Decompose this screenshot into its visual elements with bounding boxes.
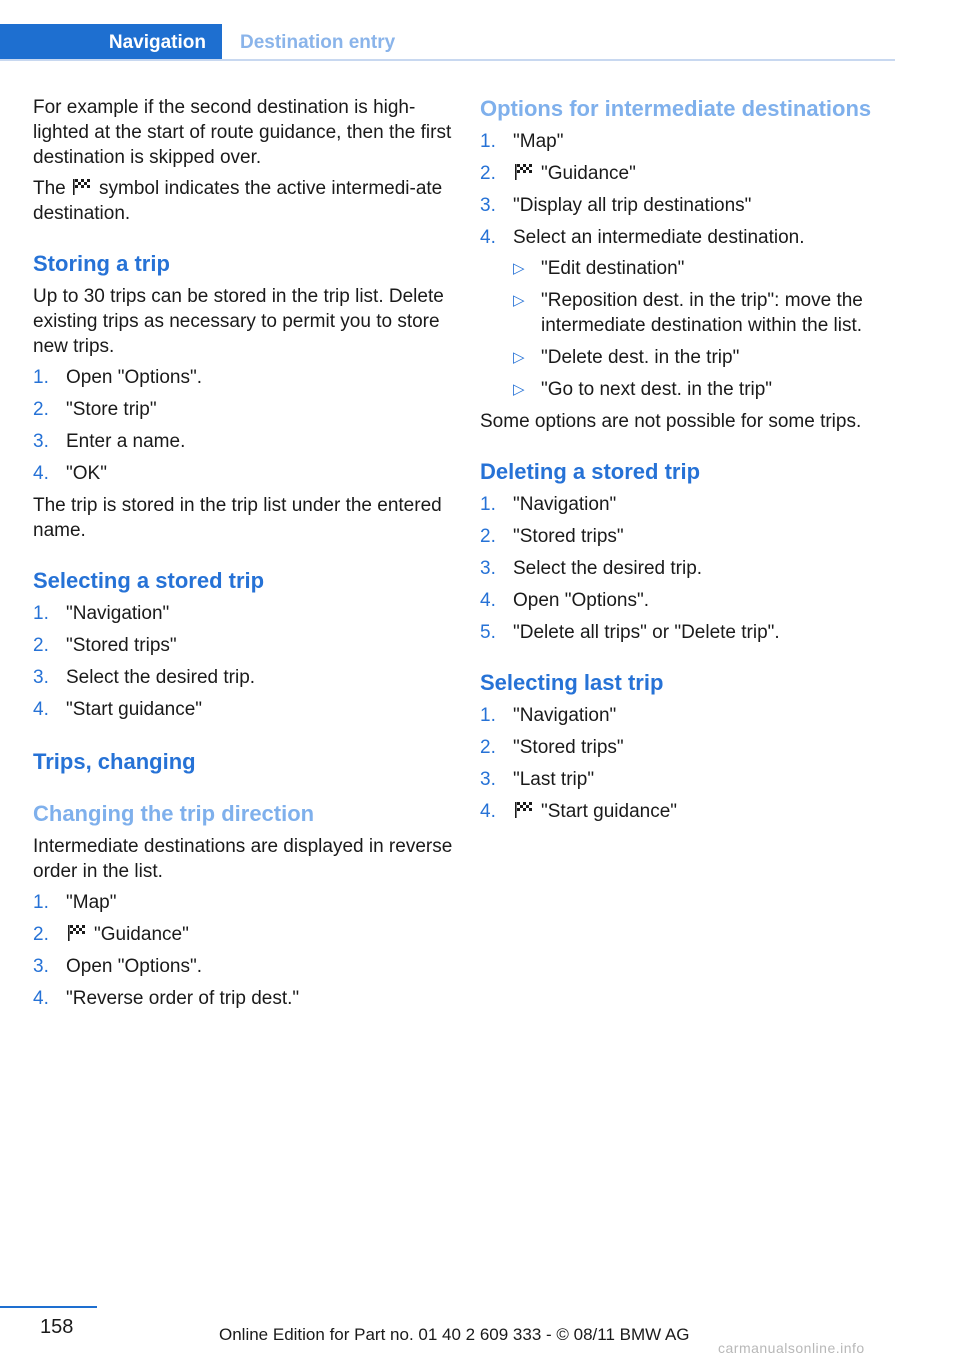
list-item: [480, 556, 895, 581]
list-item: [480, 703, 895, 728]
step-number: 2.: [33, 635, 49, 656]
symbol-paragraph: [33, 176, 453, 226]
section-tab: Navigation: [0, 24, 222, 61]
deleting-trip-steps: [480, 492, 895, 645]
step-number: 1.: [33, 892, 49, 913]
right-column: [480, 95, 895, 831]
list-item: [33, 986, 453, 1011]
step-text: "Reverse order of trip dest.": [66, 988, 300, 1009]
list-item: [480, 799, 895, 824]
sub-list-item: [513, 377, 895, 402]
selecting-trip-steps: [33, 601, 453, 722]
page-number: 158: [40, 1316, 74, 1338]
list-item: [33, 665, 453, 690]
last-trip-heading: Selecting last trip: [480, 670, 664, 695]
step-text: "Store trip": [66, 399, 157, 420]
step-text: "Navigation": [513, 494, 617, 515]
list-item: [33, 397, 453, 422]
edition-text: Online Edition for Part no. 01 40 2 609 333 - © 08/11 BMW AG: [219, 1325, 690, 1344]
step-number: 3.: [33, 667, 49, 688]
step-text: "Delete all trips" or "Delete trip".: [513, 622, 780, 643]
list-item: [480, 225, 895, 402]
step-text: "Map": [513, 131, 564, 152]
step-text: Select the desired trip.: [66, 667, 256, 688]
trip-direction-heading: Changing the trip direction: [33, 801, 315, 826]
step-text: "Guidance": [94, 924, 189, 945]
storing-trip-text: Up to 30 trips can be stored in the trip list. Delete existing trips as necessary to permit you to store new trips.: [33, 286, 444, 357]
list-item: [33, 697, 453, 722]
sub-item-text: "Reposition dest. in the trip": move the intermediate destination within the list.: [541, 290, 863, 336]
step-number: 2.: [33, 924, 49, 945]
step-text: Open "Options".: [66, 956, 203, 977]
list-item: [480, 193, 895, 218]
storing-trip-steps: [33, 365, 453, 486]
trip-direction-text: Intermediate destinations are displayed in reverse order in the list.: [33, 836, 453, 882]
step-text: "Stored trips": [66, 635, 177, 656]
step-text: "Stored trips": [513, 737, 624, 758]
list-item: [480, 735, 895, 760]
trip-direction-steps: [33, 890, 453, 1011]
flag-icon: [71, 178, 93, 196]
list-item: [480, 588, 895, 613]
step-text: "Navigation": [513, 705, 617, 726]
step-text: "Last trip": [513, 769, 595, 790]
footer-rule: [0, 1306, 97, 1308]
step-number: 2.: [33, 399, 49, 420]
step-number: 4.: [480, 590, 496, 611]
step-number: 2.: [480, 526, 496, 547]
list-item: [480, 129, 895, 154]
options-after: Some options are not possible for some trips.: [480, 411, 862, 432]
step-text: Select an intermediate destination.: [513, 227, 805, 248]
step-number: 5.: [480, 622, 496, 643]
bullet-icon: ▷: [513, 260, 525, 277]
step-number: 1.: [480, 131, 496, 152]
step-number: 3.: [33, 431, 49, 452]
storing-trip-after: The trip is stored in the trip list under the entered name.: [33, 495, 442, 541]
options-sub-list: [513, 256, 895, 402]
step-number: 3.: [480, 195, 496, 216]
options-steps: [480, 129, 895, 402]
step-number: 4.: [480, 227, 496, 248]
list-item: [33, 429, 453, 454]
list-item: [480, 161, 895, 186]
storing-trip-heading: Storing a trip: [33, 251, 170, 276]
step-number: 3.: [480, 558, 496, 579]
list-item: [33, 633, 453, 658]
bullet-icon: ▷: [513, 349, 525, 366]
list-item: [33, 890, 453, 915]
sub-item-text: "Edit destination": [541, 258, 685, 279]
list-item: [33, 954, 453, 979]
step-text: Enter a name.: [66, 431, 186, 452]
step-text: Open "Options".: [513, 590, 650, 611]
sub-list-item: [513, 345, 895, 370]
subsection-tab: Destination entry: [240, 31, 396, 53]
step-number: 4.: [480, 801, 496, 822]
list-item: [33, 365, 453, 390]
page-header: [0, 24, 895, 61]
list-item: [33, 461, 453, 486]
step-number: 1.: [33, 603, 49, 624]
step-number: 4.: [33, 463, 49, 484]
step-text: "Stored trips": [513, 526, 624, 547]
flag-icon: [513, 163, 535, 181]
watermark: carmanualsonline.info: [718, 1340, 865, 1356]
step-number: 4.: [33, 988, 49, 1009]
step-number: 2.: [480, 163, 496, 184]
bullet-icon: ▷: [513, 381, 525, 398]
step-text: "Start guidance": [66, 699, 203, 720]
sub-list-item: [513, 288, 895, 338]
sub-item-text: "Delete dest. in the trip": [541, 347, 740, 368]
step-text: "Display all trip destinations": [513, 195, 752, 216]
sub-item-text: "Go to next dest. in the trip": [541, 379, 773, 400]
bullet-icon: ▷: [513, 292, 525, 309]
list-item: [33, 601, 453, 626]
step-number: 3.: [33, 956, 49, 977]
step-text: Open "Options".: [66, 367, 203, 388]
options-heading: Options for intermediate destinations: [480, 96, 872, 121]
step-text: "Navigation": [66, 603, 170, 624]
list-item: [480, 767, 895, 792]
left-column: [33, 95, 453, 1018]
step-text: "Map": [66, 892, 117, 913]
flag-icon: [513, 801, 535, 819]
step-number: 4.: [33, 699, 49, 720]
header-rule: [0, 59, 895, 61]
step-text: "Start guidance": [541, 801, 678, 822]
step-number: 1.: [480, 494, 496, 515]
last-trip-steps: [480, 703, 895, 824]
flag-icon: [66, 924, 88, 942]
step-text: Select the desired trip.: [513, 558, 703, 579]
step-number: 1.: [480, 705, 496, 726]
step-text: "OK": [66, 463, 107, 484]
symbol-post-text: symbol indicates the active intermedi-ate destination.: [33, 178, 443, 224]
step-number: 2.: [480, 737, 496, 758]
list-item: [480, 524, 895, 549]
intro-paragraph: For example if the second destination is high-lighted at the start of route guidance, then the first destination is skipped over.: [33, 97, 452, 168]
step-number: 1.: [33, 367, 49, 388]
deleting-trip-heading: Deleting a stored trip: [480, 459, 701, 484]
sub-list-item: [513, 256, 895, 281]
trips-changing-heading: Trips, changing: [33, 749, 196, 774]
selecting-trip-heading: Selecting a stored trip: [33, 568, 265, 593]
list-item: [480, 620, 895, 645]
step-number: 3.: [480, 769, 496, 790]
step-text: "Guidance": [541, 163, 636, 184]
list-item: [480, 492, 895, 517]
list-item: [33, 922, 453, 947]
symbol-pre-text: The: [33, 178, 66, 199]
